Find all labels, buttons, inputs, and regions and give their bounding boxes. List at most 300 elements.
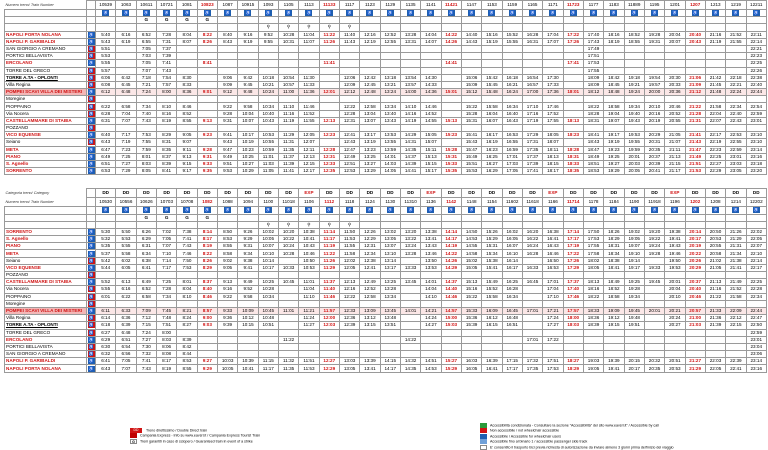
legend-right: [480, 423, 674, 450]
time-cell: 13:43: [421, 243, 441, 250]
time-cell: 11:46: [319, 293, 339, 300]
time-cell: [482, 272, 502, 279]
time-cell: 16:27: [482, 160, 502, 167]
time-cell: 20:37: [685, 279, 705, 286]
wheelchair-icon: ♿: [88, 168, 94, 174]
time-cell: 9:41: [238, 264, 258, 271]
wheelchair-icon: ♿: [88, 96, 94, 102]
time-cell: 11:32: [278, 358, 298, 365]
time-cell: 22:26: [746, 67, 767, 74]
time-cell: 22:43: [726, 117, 746, 124]
time-cell: [624, 343, 644, 350]
guaranteed-badge: G: [164, 17, 169, 23]
time-cell: 21:41: [685, 132, 705, 139]
time-cell: 8:46: [197, 293, 217, 300]
time-cell: 7:23: [116, 146, 136, 153]
time-cell: 10:21: [258, 81, 278, 88]
time-cell: 17:16: [522, 110, 542, 117]
wheelchair-cell: [421, 10, 441, 17]
time-cell: [441, 336, 461, 343]
guaranteed-cell: [400, 214, 420, 221]
time-cell: 14:46: [421, 103, 441, 110]
guaranteed-cell: [156, 17, 176, 24]
time-cell: [258, 96, 278, 103]
time-cell: [197, 272, 217, 279]
time-cell: [96, 125, 116, 132]
time-cell: [563, 139, 583, 146]
station-name: NAPOLI P. GARIBALDI: [5, 38, 87, 45]
guaranteed-cell: [441, 17, 461, 24]
time-cell: 15:31: [461, 117, 481, 124]
time-cell: 16:31: [522, 38, 542, 45]
time-cell: 22:59: [746, 329, 767, 336]
time-cell: 22:50: [746, 322, 767, 329]
wheelchair-cell: [339, 10, 359, 17]
time-cell: 22:59: [726, 146, 746, 153]
station-access: [87, 358, 96, 365]
wheelchair-icon: ♿: [509, 10, 515, 16]
wheelchair-cell: [278, 10, 298, 17]
time-cell: 11:43: [339, 38, 359, 45]
time-cell: 10:17: [258, 264, 278, 271]
time-cell: 9:00: [197, 315, 217, 322]
time-cell: 7:03: [136, 53, 156, 60]
wheelchair-cell: [482, 207, 502, 214]
time-cell: 16:45: [522, 279, 542, 286]
time-cell: 23:18: [746, 160, 767, 167]
wheelchair-icon: ♿: [672, 10, 678, 16]
guaranteed-cell: [583, 214, 603, 221]
time-cell: 10:41: [299, 236, 319, 243]
time-cell: 15:35: [441, 168, 461, 175]
time-cell: 17:57: [563, 307, 583, 314]
time-cell: [563, 336, 583, 343]
train-category: DD: [604, 189, 624, 198]
time-cell: [339, 300, 359, 307]
time-cell: [299, 45, 319, 52]
time-cell: [136, 96, 156, 103]
time-cell: [319, 45, 339, 52]
time-cell: [482, 343, 502, 350]
bike-cell: [319, 24, 339, 31]
time-cell: 16:28: [522, 31, 542, 38]
time-cell: 18:38: [604, 257, 624, 264]
time-cell: 9:38: [238, 257, 258, 264]
time-cell: [685, 351, 705, 358]
time-cell: 16:53: [502, 132, 522, 139]
time-cell: 7:51: [156, 322, 176, 329]
time-cell: [319, 139, 339, 146]
time-cell: 22:53: [726, 132, 746, 139]
wheelchair-cell: [502, 10, 522, 17]
time-cell: 11:01: [278, 307, 298, 314]
time-cell: [238, 125, 258, 132]
time-cell: [726, 351, 746, 358]
wheelchair-icon: ♿: [88, 243, 94, 249]
time-cell: 7:27: [136, 336, 156, 343]
time-cell: 8:17: [156, 358, 176, 365]
time-cell: [563, 67, 583, 74]
time-cell: 20:55: [705, 243, 725, 250]
time-cell: 11:22: [319, 250, 339, 257]
time-cell: 15:31: [482, 243, 502, 250]
time-cell: 7:19: [116, 139, 136, 146]
time-cell: 19:09: [604, 307, 624, 314]
time-cell: 11:55: [299, 117, 319, 124]
time-cell: [238, 343, 258, 350]
time-cell: 13:27: [360, 160, 380, 167]
guaranteed-cell: [665, 214, 685, 221]
time-cell: 12:41: [339, 132, 359, 139]
time-cell: [482, 329, 502, 336]
time-cell: 10:07: [238, 117, 258, 124]
time-cell: [217, 272, 237, 279]
time-cell: 18:09: [583, 81, 603, 88]
time-cell: 13:39: [360, 358, 380, 365]
time-cell: 14:41: [441, 60, 461, 67]
time-cell: 12:45: [360, 81, 380, 88]
time-cell: 18:16: [604, 31, 624, 38]
wheelchair-cell: [665, 10, 685, 17]
time-cell: 15:22: [461, 103, 481, 110]
time-cell: 22:41: [726, 365, 746, 372]
wheelchair-icon: ♿: [611, 10, 617, 16]
time-cell: [116, 45, 136, 52]
time-cell: 21:31: [726, 243, 746, 250]
time-cell: 13:53: [380, 132, 400, 139]
time-cell: 18:15: [543, 160, 563, 167]
bike-cell: [461, 221, 481, 228]
time-cell: 11:52: [299, 110, 319, 117]
time-cell: [644, 286, 664, 293]
time-cell: 14:26: [441, 257, 461, 264]
wheelchair-icon: ♿: [88, 322, 94, 328]
bike-cell: [400, 221, 420, 228]
time-cell: [543, 125, 563, 132]
time-cell: 11:24: [299, 315, 319, 322]
bike-cell: [482, 24, 502, 31]
time-cell: 16:33: [522, 264, 542, 271]
wheelchair-icon: ♿: [408, 10, 414, 16]
time-cell: 9:52: [258, 31, 278, 38]
time-cell: 6:36: [116, 315, 136, 322]
time-cell: [299, 60, 319, 67]
time-cell: 9:23: [197, 132, 217, 139]
train-number: 10530: [96, 198, 116, 207]
time-cell: [441, 96, 461, 103]
time-cell: 5:43: [96, 38, 116, 45]
time-cell: [543, 45, 563, 52]
time-cell: [502, 125, 522, 132]
time-cell: [522, 257, 542, 264]
wheelchair-icon: ♿: [753, 10, 759, 16]
time-cell: 9:02: [217, 257, 237, 264]
time-cell: 10:34: [258, 293, 278, 300]
time-cell: [177, 60, 197, 67]
time-cell: 21:07: [665, 139, 685, 146]
time-cell: 19:17: [624, 264, 644, 271]
time-cell: 18:05: [583, 264, 603, 271]
bike-cell: [746, 24, 767, 31]
train-category: DD: [482, 189, 502, 198]
time-cell: [278, 96, 298, 103]
time-cell: 5:42: [96, 257, 116, 264]
bike-cell: [258, 24, 278, 31]
time-cell: 22:14: [746, 38, 767, 45]
time-cell: 15:48: [482, 89, 502, 96]
time-cell: 8:03: [156, 336, 176, 343]
time-cell: [461, 329, 481, 336]
time-cell: 11:26: [319, 38, 339, 45]
bike-cell: [421, 221, 441, 228]
time-cell: 20:51: [665, 358, 685, 365]
time-cell: 7:54: [156, 74, 176, 81]
time-cell: 10:27: [238, 160, 258, 167]
station-name: PIOPPAINO: [5, 293, 87, 300]
station-access: [87, 336, 96, 343]
time-cell: 17:14: [563, 228, 583, 235]
time-cell: 18:41: [583, 132, 603, 139]
time-cell: [380, 53, 400, 60]
time-cell: [624, 53, 644, 60]
guaranteed-cell: [238, 17, 258, 24]
time-cell: 16:53: [543, 264, 563, 271]
time-cell: [644, 329, 664, 336]
time-cell: [197, 125, 217, 132]
time-cell: 17:21: [543, 307, 563, 314]
wheelchair-icon: ♿: [143, 207, 149, 213]
time-cell: 11:22: [278, 336, 298, 343]
guaranteed-badge: G: [205, 17, 210, 23]
time-cell: [624, 45, 644, 52]
time-cell: 14:55: [421, 117, 441, 124]
time-cell: 11:53: [299, 365, 319, 372]
time-cell: 14:17: [380, 365, 400, 372]
bike-cell: [421, 24, 441, 31]
time-cell: 11:39: [278, 160, 298, 167]
guaranteed-cell: [116, 214, 136, 221]
station-access: [87, 139, 96, 146]
time-cell: [177, 272, 197, 279]
guaranteed-cell: [644, 214, 664, 221]
station-name: META: [5, 250, 87, 257]
time-cell: 13:54: [400, 74, 420, 81]
time-cell: 16:09: [482, 307, 502, 314]
time-cell: 9:22: [217, 293, 237, 300]
station-name: POMPEI SCAVI VILLA DEI MISTERI: [5, 89, 87, 96]
time-cell: [217, 336, 237, 343]
time-cell: 10:25: [238, 153, 258, 160]
time-cell: 9:39: [217, 322, 237, 329]
wheelchair-icon: ♿: [570, 207, 576, 213]
bike-cell: [563, 221, 583, 228]
train-category: DD: [238, 189, 258, 198]
time-cell: [726, 272, 746, 279]
train-category: DD: [502, 189, 522, 198]
time-cell: 18:47: [583, 146, 603, 153]
train-number: 11133: [319, 1, 339, 10]
time-cell: [238, 329, 258, 336]
time-cell: [116, 272, 136, 279]
wheelchair-cell: [461, 207, 481, 214]
time-cell: [380, 351, 400, 358]
time-cell: 12:31: [319, 153, 339, 160]
wheelchair-icon: ♿: [88, 300, 94, 306]
time-cell: 18:22: [583, 103, 603, 110]
time-cell: 7:21: [136, 81, 156, 88]
wheelchair-icon: ♿: [88, 103, 94, 109]
time-cell: 20:01: [644, 307, 664, 314]
time-cell: 22:02: [746, 228, 767, 235]
bike-cell: [746, 221, 767, 228]
time-cell: 17:10: [522, 103, 542, 110]
guaranteed-cell: [685, 214, 705, 221]
time-cell: 20:03: [624, 160, 644, 167]
train-category: DD: [116, 189, 136, 198]
time-cell: 6:45: [116, 81, 136, 88]
accessible-track1-icon: [480, 439, 487, 444]
time-cell: 18:49: [583, 153, 603, 160]
time-cell: 17:36: [543, 89, 563, 96]
time-cell: 7:59: [136, 146, 156, 153]
time-cell: [461, 67, 481, 74]
time-cell: 8:57: [197, 307, 217, 314]
time-cell: 22:21: [726, 81, 746, 88]
bike-cell: [400, 24, 420, 31]
wheelchair-cell: [482, 10, 502, 17]
time-cell: 19:05: [583, 365, 603, 372]
wheelchair-cell: [583, 207, 603, 214]
time-cell: 16:34: [502, 103, 522, 110]
spacer: [5, 214, 87, 221]
guaranteed-cell: [96, 214, 116, 221]
wheelchair-cell: [299, 10, 319, 17]
time-cell: 19:22: [644, 236, 664, 243]
time-cell: [563, 329, 583, 336]
time-cell: 15:52: [502, 31, 522, 38]
guaranteed-cell: [705, 214, 725, 221]
time-cell: [278, 351, 298, 358]
time-cell: 8:43: [217, 38, 237, 45]
time-cell: 12:48: [360, 89, 380, 96]
time-cell: [441, 351, 461, 358]
time-cell: [482, 125, 502, 132]
time-cell: 15:05: [421, 132, 441, 139]
time-cell: 16:02: [502, 228, 522, 235]
time-cell: 8:39: [177, 336, 197, 343]
time-cell: [685, 272, 705, 279]
time-cell: 21:33: [705, 307, 725, 314]
train-category: DD: [461, 189, 481, 198]
time-cell: [177, 45, 197, 52]
time-cell: [644, 67, 664, 74]
time-cell: 11:37: [319, 279, 339, 286]
time-cell: 14:17: [441, 236, 461, 243]
time-cell: [360, 300, 380, 307]
time-cell: 19:12: [604, 315, 624, 322]
time-cell: 15:47: [461, 146, 481, 153]
time-cell: 21:12: [685, 89, 705, 96]
train-number: 1190: [624, 198, 644, 207]
time-cell: 22:10: [746, 250, 767, 257]
time-cell: [278, 60, 298, 67]
time-cell: 15:29: [482, 236, 502, 243]
time-cell: 11:29: [278, 132, 298, 139]
wheelchair-cell: [421, 207, 441, 214]
time-cell: 11:57: [319, 307, 339, 314]
time-cell: [400, 96, 420, 103]
time-cell: [665, 60, 685, 67]
time-cell: [421, 351, 441, 358]
time-cell: [583, 329, 603, 336]
time-cell: [441, 67, 461, 74]
time-cell: 7:38: [177, 228, 197, 235]
time-cell: 20:40: [685, 286, 705, 293]
time-cell: 7:40: [136, 110, 156, 117]
time-cell: 6:31: [136, 243, 156, 250]
time-cell: [563, 272, 583, 279]
guaranteed-cell: [299, 214, 319, 221]
time-cell: [197, 103, 217, 110]
time-cell: 8:08: [156, 351, 176, 358]
train-category: DD: [726, 189, 746, 198]
time-cell: 13:14: [380, 257, 400, 264]
time-cell: 12:07: [299, 139, 319, 146]
time-cell: [705, 351, 725, 358]
time-cell: 16:28: [502, 286, 522, 293]
time-cell: [156, 96, 176, 103]
time-cell: [380, 329, 400, 336]
time-cell: 9:26: [238, 228, 258, 235]
bike-cell: [583, 24, 603, 31]
time-cell: [644, 45, 664, 52]
time-cell: [583, 336, 603, 343]
time-cell: 18:29: [604, 236, 624, 243]
bicycle-icon: ⚲: [266, 221, 270, 227]
train-number: 1063: [116, 1, 136, 10]
station-name: TORRE A.TA - OPLONTI: [5, 322, 87, 329]
time-cell: 23:14: [746, 146, 767, 153]
train-category: DD: [644, 189, 664, 198]
bike-cell: [624, 24, 644, 31]
time-cell: [482, 67, 502, 74]
time-cell: 7:41: [177, 236, 197, 243]
time-cell: 21:34: [726, 250, 746, 257]
time-cell: 8:42: [177, 343, 197, 350]
time-cell: 8:01: [136, 153, 156, 160]
wheelchair-cell: [563, 10, 583, 17]
time-cell: [421, 336, 441, 343]
time-cell: [563, 96, 583, 103]
time-cell: 12:12: [339, 89, 359, 96]
time-cell: [665, 96, 685, 103]
wheelchair-cell: [604, 207, 624, 214]
guaranteed-cell: [604, 214, 624, 221]
time-cell: [258, 329, 278, 336]
time-cell: 9:27: [197, 358, 217, 365]
time-cell: 12:05: [339, 264, 359, 271]
time-cell: 7:34: [136, 103, 156, 110]
time-cell: 8:22: [197, 250, 217, 257]
time-cell: 6:16: [116, 286, 136, 293]
time-cell: [461, 96, 481, 103]
time-cell: 10:33: [278, 264, 298, 271]
time-cell: 18:42: [604, 74, 624, 81]
time-cell: 8:26: [197, 38, 217, 45]
time-cell: 6:12: [96, 89, 116, 96]
time-cell: 18:03: [563, 322, 583, 329]
time-cell: 16:41: [482, 365, 502, 372]
